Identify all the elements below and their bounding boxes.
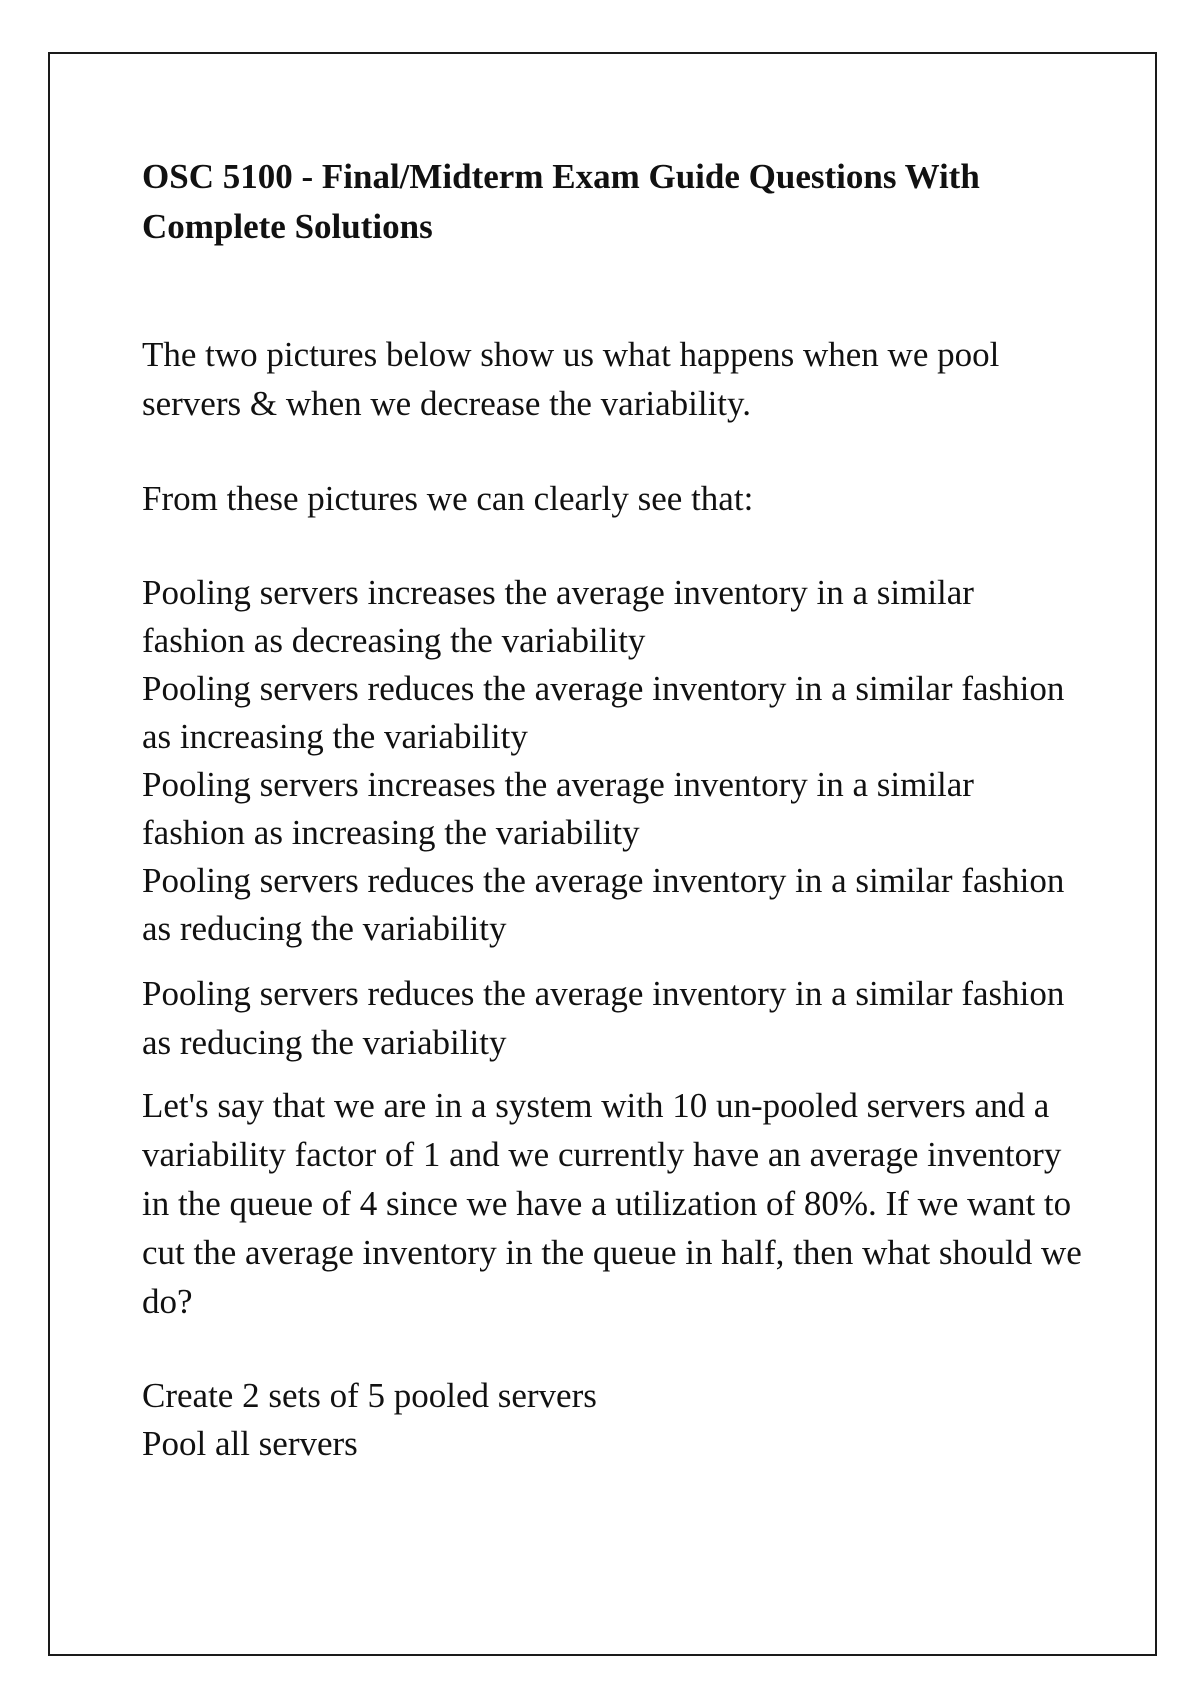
- answer-option: Pooling servers increases the average inventory in a similar fashion as decreasing the variability: [142, 573, 974, 660]
- answer-option: Pooling servers increases the average inventory in a similar fashion as increasing the variability: [142, 765, 974, 852]
- answer-options-list: [142, 569, 1082, 953]
- correct-answer: Pooling servers reduces the average inventory in a similar fashion as reducing the variability: [142, 974, 1065, 1062]
- question-options-list: [142, 1372, 1082, 1468]
- answer-option: Pooling servers reduces the average inventory in a similar fashion as reducing the variability: [142, 861, 1065, 948]
- question-option: Pool all servers: [142, 1424, 358, 1463]
- document-body: [142, 152, 1082, 1468]
- answer-option: Pooling servers reduces the average inventory in a similar fashion as increasing the variability: [142, 669, 1065, 756]
- document-title: OSC 5100 - Final/Midterm Exam Guide Questions With Complete Solutions: [142, 157, 980, 246]
- intro-paragraph: The two pictures below show us what happens when we pool servers & when we decrease the variability.: [142, 335, 1000, 423]
- lead-paragraph: From these pictures we can clearly see that:: [142, 479, 754, 518]
- question-paragraph: Let's say that we are in a system with 10 un-pooled servers and a variability factor of 1 and we currently have an average inventory in the queue of 4 since we have a utilization of 80%. If we want to cut the average inventory in the queue in half, then what should we do?: [142, 1086, 1082, 1321]
- question-option: Create 2 sets of 5 pooled servers: [142, 1376, 597, 1415]
